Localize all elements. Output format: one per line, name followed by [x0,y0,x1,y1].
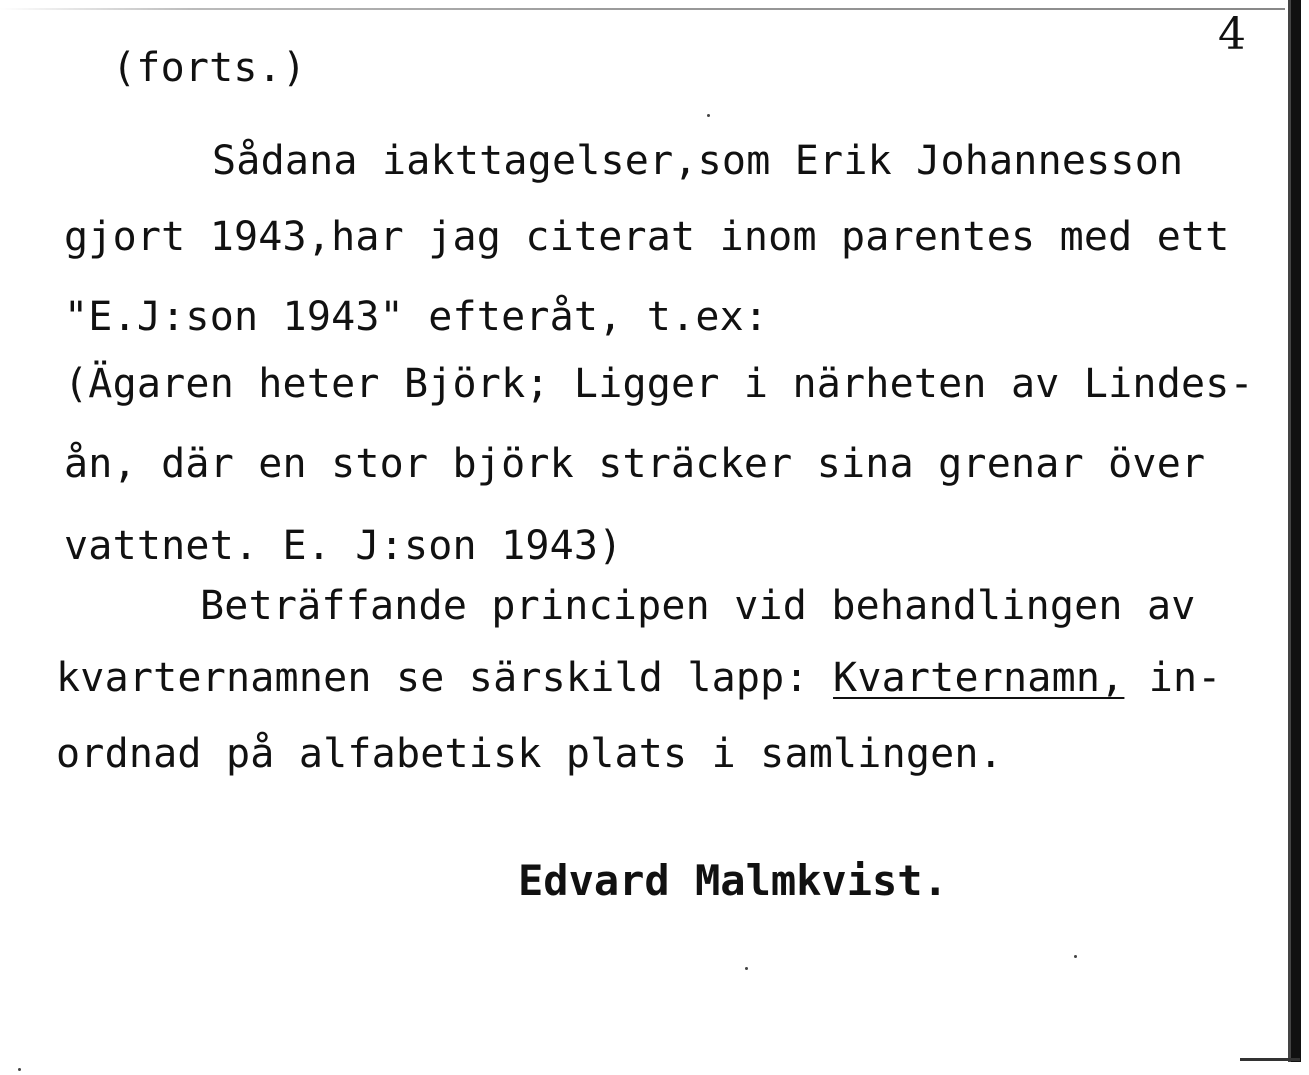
paragraph2-line1: Beträffande principen vid behandlingen av [200,583,1196,629]
paper-speck [18,1068,21,1071]
example-line2: ån, där en stor björk sträcker sina grenar över [64,441,1206,487]
paragraph1-line2: gjort 1943,har jag citerat inom parentes med ett [64,214,1230,260]
signature: Edvard Malmkvist. [518,856,948,905]
paper-speck [1074,955,1077,958]
example-line3: vattnet. E. J:son 1943) [64,523,623,569]
page-number: 4 [1218,9,1246,60]
paragraph1-line1: Sådana iakttagelser,som Erik Johannesson [212,138,1184,184]
example-line1: (Ägaren heter Björk; Ligger i närheten av Lindes- [64,361,1254,407]
paper-speck [707,114,710,117]
paper-speck [745,967,748,970]
paragraph1-line3: "E.J:son 1943" efteråt, t.ex: [64,294,769,340]
paragraph2-line3: ordnad på alfabetisk plats i samlingen. [56,731,1003,777]
kvarternamn-reference: Kvarternamn, [833,655,1125,701]
card-bottom-edge [1240,1058,1300,1061]
continued-header: (forts.) [112,45,307,91]
paragraph2-line2-hyphen: in- [1124,655,1222,701]
card-top-edge [0,8,1285,10]
paragraph2-line2 [56,654,1222,702]
paragraph2-line2-text: kvarternamnen se särskild lapp: [56,655,834,701]
card-right-edge [1291,0,1301,1062]
